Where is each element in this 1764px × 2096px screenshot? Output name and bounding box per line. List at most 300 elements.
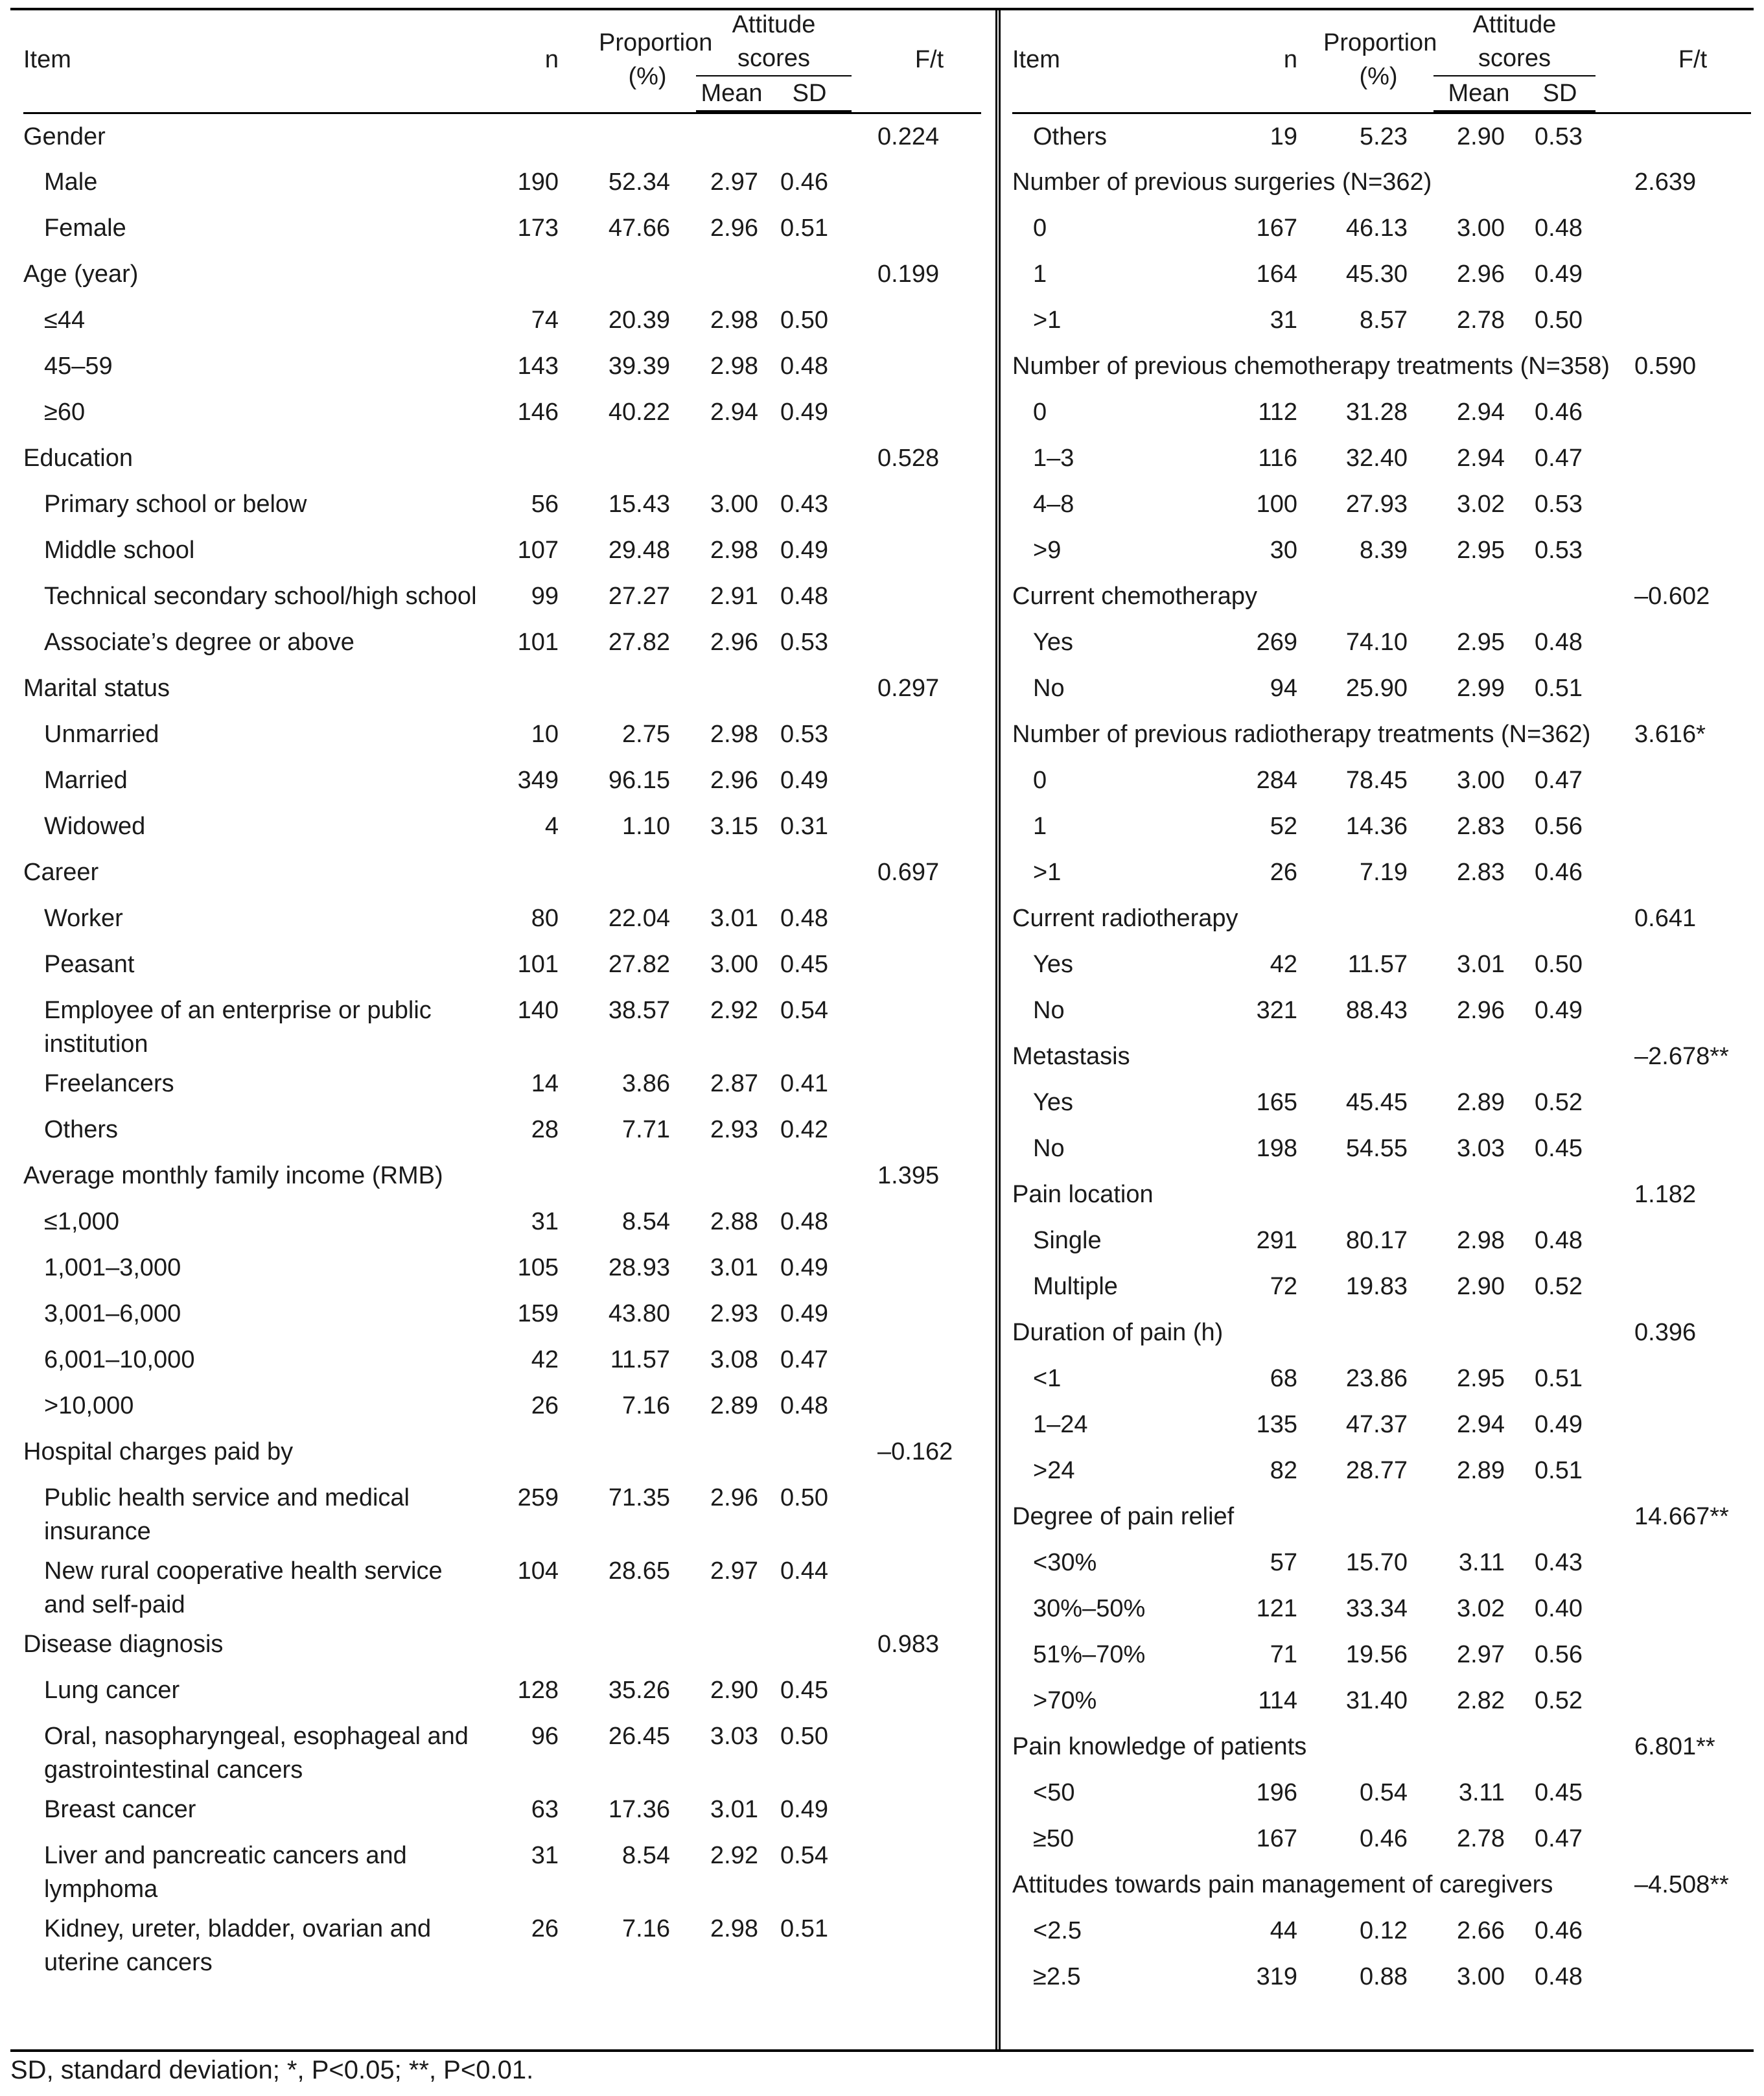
table-bottom-rule	[10, 2049, 1754, 2052]
n-value: 31	[1270, 306, 1297, 334]
n-value: 101	[517, 950, 559, 978]
header-item: Item	[1012, 45, 1060, 73]
mean-value: 2.97	[710, 1557, 758, 1585]
mean-value: 3.11	[1458, 1778, 1505, 1806]
ft-value: 2.639	[1634, 168, 1697, 196]
mean-value: 2.98	[710, 306, 758, 334]
ft-value	[1596, 390, 1751, 436]
item-label: 1	[1033, 260, 1047, 288]
n-value: 165	[1256, 1088, 1297, 1116]
sd-value: 0.47	[1535, 444, 1583, 472]
proportion-value: 80.17	[1345, 1226, 1408, 1254]
table-row	[23, 344, 981, 390]
ft-value	[852, 1475, 981, 1548]
table-row	[23, 850, 981, 896]
table-row	[23, 436, 981, 482]
ft-value	[1596, 1448, 1751, 1494]
item-label: Primary school or below	[44, 490, 307, 518]
sd-value: 0.40	[1535, 1594, 1583, 1622]
ft-value	[852, 297, 981, 344]
mean-value: 3.00	[1457, 214, 1505, 242]
item-label: Freelancers	[44, 1069, 174, 1097]
mean-value: 2.93	[710, 1115, 758, 1143]
ft-value	[852, 159, 981, 205]
item-label: Unmarried	[44, 720, 159, 748]
proportion-value: 33.34	[1345, 1594, 1408, 1622]
item-label: 1,001–3,000	[44, 1253, 181, 1281]
n-value: 135	[1256, 1410, 1297, 1438]
table-row	[1012, 1954, 1751, 2000]
table-row	[23, 1429, 981, 1475]
mean-value: 2.99	[1457, 674, 1505, 702]
mean-value: 3.01	[710, 1253, 758, 1281]
mean-value: 2.95	[1457, 1364, 1505, 1392]
n-value: 173	[517, 214, 559, 242]
table-row	[1012, 1402, 1751, 1448]
sd-value: 0.48	[1535, 1962, 1583, 1990]
sd-value: 0.49	[1535, 996, 1583, 1024]
ft-value	[1596, 1632, 1751, 1678]
item-label: Current radiotherapy	[1012, 904, 1238, 932]
header-n: n	[1283, 45, 1297, 73]
left-table	[23, 8, 981, 1979]
mean-value: 2.98	[710, 536, 758, 564]
item-label: ≥2.5	[1033, 1962, 1081, 1990]
item-label: <30%	[1033, 1548, 1097, 1576]
proportion-value: 15.70	[1345, 1548, 1408, 1576]
ft-value: –0.162	[877, 1438, 953, 1465]
ft-value	[1596, 1954, 1751, 2000]
sd-value: 0.48	[780, 352, 828, 380]
mean-value: 2.78	[1457, 306, 1505, 334]
item-label: Yes	[1033, 628, 1073, 656]
mean-value: 2.98	[710, 352, 758, 380]
ft-value: 6.801**	[1634, 1732, 1715, 1760]
n-value: 82	[1270, 1456, 1297, 1484]
n-value: 80	[531, 904, 559, 932]
table-row	[1012, 1494, 1751, 1540]
item-label: 0	[1033, 214, 1047, 242]
sd-value: 0.49	[780, 398, 828, 426]
n-value: 74	[531, 306, 559, 334]
ft-value	[1596, 620, 1751, 666]
ft-value	[852, 1337, 981, 1383]
table-row	[23, 482, 981, 528]
mean-value: 3.03	[710, 1722, 758, 1750]
n-value: 140	[517, 996, 559, 1024]
ft-value	[852, 574, 981, 620]
n-value: 101	[517, 628, 559, 656]
item-label: Hospital charges paid by	[23, 1438, 294, 1465]
sd-value: 0.53	[780, 720, 828, 748]
header-attitude: Attitude scores	[696, 8, 852, 76]
mean-value: 2.95	[1457, 536, 1505, 564]
proportion-value: 32.40	[1345, 444, 1408, 472]
sd-value: 0.48	[1535, 1226, 1583, 1254]
table-row	[23, 620, 981, 666]
table-row	[23, 666, 981, 712]
ft-value	[852, 1245, 981, 1291]
sd-value: 0.45	[780, 1676, 828, 1704]
proportion-value: 35.26	[608, 1676, 670, 1704]
item-label: Degree of pain relief	[1012, 1502, 1235, 1530]
proportion-value: 8.39	[1360, 536, 1408, 564]
table-row	[1012, 1172, 1751, 1218]
mean-value: 2.89	[710, 1392, 758, 1419]
table-row	[1012, 390, 1751, 436]
ft-value: 0.697	[877, 858, 940, 886]
proportion-value: 26.45	[608, 1722, 670, 1750]
proportion-value: 52.34	[608, 168, 670, 196]
item-label: Liver and pancreatic cancers and lymphoma	[44, 1841, 407, 1903]
item-label: Number of previous surgeries (N=362)	[1012, 168, 1432, 196]
table-row	[23, 1787, 981, 1833]
item-label: >10,000	[44, 1392, 134, 1419]
n-value: 128	[517, 1676, 559, 1704]
item-label: Multiple	[1033, 1272, 1118, 1300]
header-item: Item	[23, 45, 71, 73]
item-label: Gender	[23, 123, 106, 150]
proportion-value: 0.12	[1360, 1916, 1408, 1944]
table-row	[23, 1622, 981, 1668]
table-row	[1012, 528, 1751, 574]
n-value: 42	[1270, 950, 1297, 978]
n-value: 196	[1256, 1778, 1297, 1806]
sd-value: 0.53	[780, 628, 828, 656]
ft-value	[852, 1199, 981, 1245]
mean-value: 2.83	[1457, 812, 1505, 840]
item-label: 45–59	[44, 352, 113, 380]
ft-value: 0.199	[877, 260, 940, 288]
mean-value: 2.89	[1457, 1456, 1505, 1484]
item-label: Breast cancer	[44, 1795, 196, 1823]
item-label: Peasant	[44, 950, 135, 978]
mean-value: 2.89	[1457, 1088, 1505, 1116]
proportion-value: 54.55	[1345, 1134, 1408, 1162]
mean-value: 2.92	[710, 996, 758, 1024]
item-label: <1	[1033, 1364, 1062, 1392]
ft-value	[852, 896, 981, 942]
sd-value: 0.50	[1535, 306, 1583, 334]
sd-value: 0.51	[1535, 1364, 1583, 1392]
n-value: 112	[1258, 398, 1297, 426]
proportion-value: 47.37	[1345, 1410, 1408, 1438]
header-proportion: Proportion (%)	[599, 29, 713, 90]
item-label: 0	[1033, 398, 1047, 426]
sd-value: 0.46	[780, 168, 828, 196]
item-label: ≤1,000	[44, 1207, 119, 1235]
mean-value: 2.91	[710, 582, 758, 610]
proportion-value: 27.82	[608, 628, 670, 656]
item-label: 0	[1033, 766, 1047, 794]
ft-value	[852, 1787, 981, 1833]
table-row	[1012, 1816, 1751, 1862]
table-row	[23, 1291, 981, 1337]
proportion-value: 27.93	[1345, 490, 1408, 518]
ft-value	[852, 390, 981, 436]
n-value: 63	[531, 1795, 559, 1823]
sd-value: 0.49	[780, 536, 828, 564]
table-row	[1012, 1448, 1751, 1494]
proportion-value: 71.35	[608, 1484, 670, 1511]
ft-value	[1596, 1126, 1751, 1172]
mean-value: 3.00	[710, 950, 758, 978]
header-attitude: Attitude scores	[1433, 8, 1596, 76]
proportion-value: 38.57	[608, 996, 670, 1024]
mean-value: 2.94	[1457, 444, 1505, 472]
mean-value: 3.01	[710, 904, 758, 932]
mean-value: 2.95	[1457, 628, 1505, 656]
table-row	[23, 390, 981, 436]
ft-value: 0.396	[1634, 1318, 1697, 1346]
proportion-value: 45.30	[1345, 260, 1408, 288]
mean-value: 2.96	[1457, 260, 1505, 288]
ft-value	[1596, 436, 1751, 482]
item-label: No	[1033, 1134, 1065, 1162]
item-label: Oral, nasopharyngeal, esophageal and gastrointestinal cancers	[44, 1722, 469, 1784]
item-label: >1	[1033, 306, 1062, 334]
item-label: 6,001–10,000	[44, 1345, 195, 1373]
item-label: Yes	[1033, 1088, 1073, 1116]
table-row	[23, 988, 981, 1061]
item-label: Number of previous chemotherapy treatments (N=358)	[1012, 352, 1610, 380]
mean-value: 2.83	[1457, 858, 1505, 886]
mean-value: 2.97	[1457, 1640, 1505, 1668]
ft-value: 0.528	[877, 444, 940, 472]
table-row	[23, 159, 981, 205]
ft-value	[1596, 113, 1751, 159]
mean-value: 2.94	[1457, 398, 1505, 426]
proportion-value: 78.45	[1345, 766, 1408, 794]
ft-value: 0.224	[877, 123, 940, 150]
n-value: 71	[1270, 1640, 1297, 1668]
item-label: <2.5	[1033, 1916, 1082, 1944]
table-row	[1012, 251, 1751, 297]
ft-value	[852, 804, 981, 850]
table-row	[1012, 159, 1751, 205]
n-value: 28	[531, 1115, 559, 1143]
proportion-value: 96.15	[608, 766, 670, 794]
item-label: >9	[1033, 536, 1062, 564]
sd-value: 0.46	[1535, 1916, 1583, 1944]
sd-value: 0.52	[1535, 1686, 1583, 1714]
sd-value: 0.53	[1535, 490, 1583, 518]
sd-value: 0.54	[780, 1841, 828, 1869]
header-ft: F/t	[914, 45, 944, 73]
proportion-value: 28.65	[608, 1557, 670, 1585]
mean-value: 2.66	[1457, 1916, 1505, 1944]
table-row	[23, 1245, 981, 1291]
n-value: 94	[1270, 674, 1297, 702]
table-row	[23, 896, 981, 942]
sd-value: 0.45	[1535, 1778, 1583, 1806]
item-label: Public health service and medical insurance	[44, 1484, 410, 1545]
item-label: Worker	[44, 904, 123, 932]
proportion-value: 19.83	[1345, 1272, 1408, 1300]
table-row	[1012, 1310, 1751, 1356]
proportion-value: 31.40	[1345, 1686, 1408, 1714]
sd-value: 0.52	[1535, 1088, 1583, 1116]
item-label: Technical secondary school/high school	[44, 582, 477, 610]
table-row	[1012, 666, 1751, 712]
table-row	[1012, 1908, 1751, 1954]
mean-value: 2.96	[710, 1484, 758, 1511]
proportion-value: 23.86	[1345, 1364, 1408, 1392]
proportion-value: 39.39	[608, 352, 670, 380]
ft-value	[1596, 1356, 1751, 1402]
sd-value: 0.48	[1535, 214, 1583, 242]
table-row	[1012, 1678, 1751, 1724]
header-sd: SD	[1524, 76, 1596, 111]
n-value: 26	[1270, 858, 1297, 886]
table-row	[23, 113, 981, 159]
mean-value: 2.96	[710, 628, 758, 656]
proportion-value: 43.80	[608, 1299, 670, 1327]
table-row	[1012, 1862, 1751, 1908]
sd-value: 0.47	[1535, 766, 1583, 794]
mean-value: 3.15	[710, 812, 758, 840]
table-row	[1012, 205, 1751, 251]
item-label: Average monthly family income (RMB)	[23, 1161, 443, 1189]
ft-value	[1596, 1678, 1751, 1724]
n-value: 57	[1270, 1548, 1297, 1576]
table-row	[23, 528, 981, 574]
item-label: Male	[44, 168, 98, 196]
item-label: Lung cancer	[44, 1676, 180, 1704]
item-label: Pain location	[1012, 1180, 1154, 1208]
proportion-value: 2.75	[622, 720, 670, 748]
item-label: Others	[1033, 123, 1108, 150]
item-label: 30%–50%	[1033, 1594, 1146, 1622]
sd-value: 0.49	[780, 1795, 828, 1823]
n-value: 68	[1270, 1364, 1297, 1392]
header-ft: F/t	[1678, 45, 1708, 73]
n-value: 52	[1270, 812, 1297, 840]
proportion-value: 46.13	[1345, 214, 1408, 242]
item-label: Attitudes towards pain management of caregivers	[1012, 1870, 1553, 1898]
table-row	[23, 1107, 981, 1153]
ft-value	[852, 1668, 981, 1714]
proportion-value: 8.54	[622, 1207, 670, 1235]
panel-divider	[995, 8, 1001, 2052]
mean-value: 2.94	[1457, 1410, 1505, 1438]
table-row	[23, 1061, 981, 1107]
proportion-value: 8.57	[1360, 306, 1408, 334]
item-label: Current chemotherapy	[1012, 582, 1258, 610]
item-label: Disease diagnosis	[23, 1630, 224, 1658]
item-label: ≤44	[44, 306, 86, 334]
item-label: No	[1033, 996, 1065, 1024]
table-row	[23, 1383, 981, 1429]
sd-value: 0.49	[780, 1299, 828, 1327]
right-table	[1012, 8, 1751, 2000]
item-label: Age (year)	[23, 260, 139, 288]
sd-value: 0.51	[1535, 1456, 1583, 1484]
mean-value: 2.97	[710, 168, 758, 196]
ft-value: –0.602	[1634, 582, 1710, 610]
ft-value	[852, 482, 981, 528]
n-value: 284	[1256, 766, 1297, 794]
ft-value	[1596, 1816, 1751, 1862]
table-row	[1012, 1264, 1751, 1310]
proportion-value: 74.10	[1345, 628, 1408, 656]
table-row	[1012, 1034, 1751, 1080]
ft-value	[852, 205, 981, 251]
n-value: 30	[1270, 536, 1297, 564]
n-value: 116	[1258, 444, 1297, 472]
n-value: 14	[531, 1069, 559, 1097]
item-label: New rural cooperative health service and self-paid	[44, 1557, 443, 1618]
table-row	[23, 942, 981, 988]
ft-value	[1596, 482, 1751, 528]
sd-value: 0.45	[780, 950, 828, 978]
item-label: ≥50	[1033, 1824, 1074, 1852]
item-label: Number of previous radiotherapy treatments (N=362)	[1012, 720, 1591, 748]
table-row	[1012, 896, 1751, 942]
n-value: 105	[517, 1253, 559, 1281]
sd-value: 0.53	[1535, 536, 1583, 564]
proportion-value: 88.43	[1345, 996, 1408, 1024]
proportion-value: 1.10	[622, 812, 670, 840]
item-label: Metastasis	[1012, 1042, 1130, 1070]
proportion-value: 0.88	[1360, 1962, 1408, 1990]
ft-value	[852, 620, 981, 666]
mean-value: 3.03	[1457, 1134, 1505, 1162]
mean-value: 2.78	[1457, 1824, 1505, 1852]
n-value: 321	[1256, 996, 1297, 1024]
ft-value	[852, 1291, 981, 1337]
ft-value	[1596, 528, 1751, 574]
ft-value: 1.395	[877, 1161, 940, 1189]
ft-value	[852, 528, 981, 574]
n-value: 42	[531, 1345, 559, 1373]
table-row	[1012, 850, 1751, 896]
item-label: >24	[1033, 1456, 1075, 1484]
ft-value	[852, 1061, 981, 1107]
sd-value: 0.48	[780, 1207, 828, 1235]
proportion-value: 8.54	[622, 1841, 670, 1869]
ft-value: 0.641	[1634, 904, 1697, 932]
right-panel	[1002, 8, 1754, 2000]
ft-value	[1596, 1080, 1751, 1126]
item-label: 1–3	[1033, 444, 1074, 472]
table-row	[23, 1153, 981, 1199]
proportion-value: 17.36	[608, 1795, 670, 1823]
mean-value: 2.96	[710, 766, 758, 794]
table-row	[23, 758, 981, 804]
sd-value: 0.44	[780, 1557, 828, 1585]
item-label: 51%–70%	[1033, 1640, 1146, 1668]
mean-value: 2.96	[1457, 996, 1505, 1024]
proportion-value: 5.23	[1360, 123, 1408, 150]
sd-value: 0.48	[1535, 628, 1583, 656]
ft-value: 1.182	[1634, 1180, 1697, 1208]
proportion-value: 40.22	[608, 398, 670, 426]
ft-value: 0.983	[877, 1630, 940, 1658]
ft-value	[1596, 205, 1751, 251]
table-row	[1012, 1632, 1751, 1678]
n-value: 349	[517, 766, 559, 794]
sd-value: 0.51	[780, 1915, 828, 1942]
proportion-value: 19.56	[1345, 1640, 1408, 1668]
table-row	[23, 1475, 981, 1548]
item-label: Career	[23, 858, 99, 886]
ft-value	[1596, 804, 1751, 850]
table-row	[23, 297, 981, 344]
table-row	[23, 804, 981, 850]
table-row	[1012, 1586, 1751, 1632]
proportion-value: 27.82	[608, 950, 670, 978]
